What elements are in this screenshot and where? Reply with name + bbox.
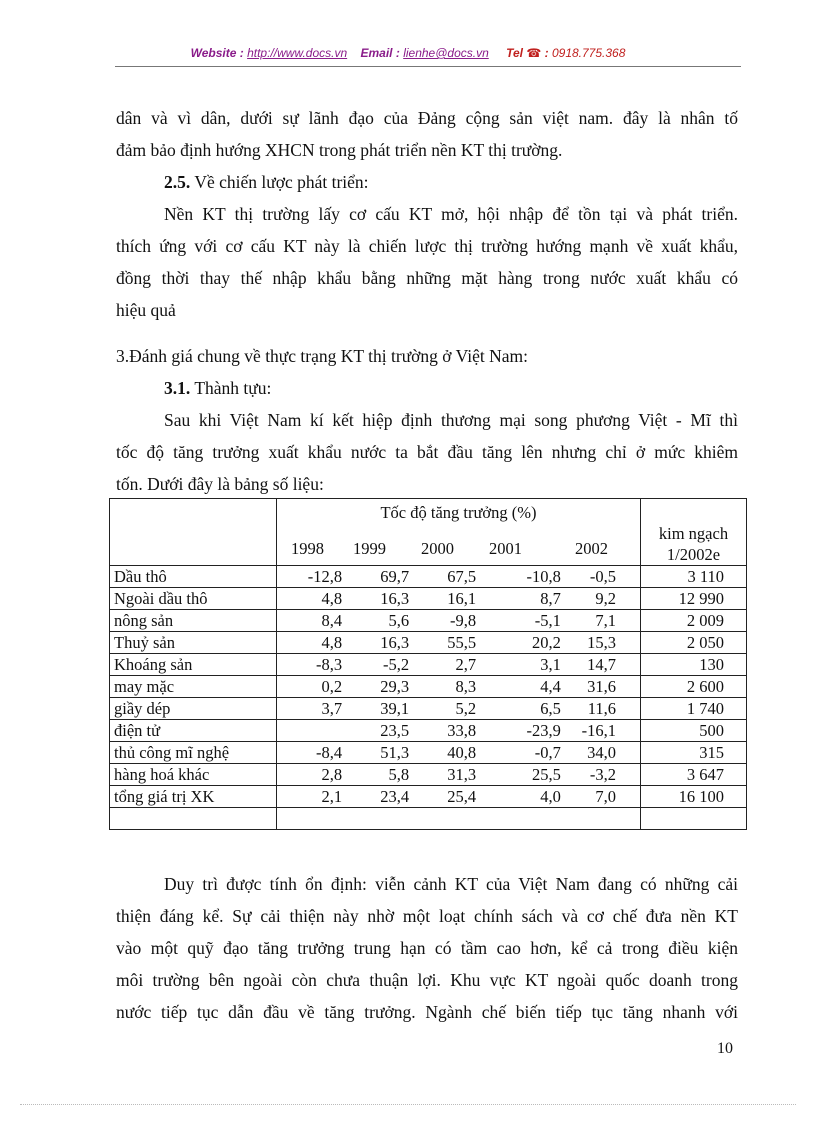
growth-value: 2,7 — [455, 654, 477, 674]
table-row — [110, 742, 747, 764]
year-header: 2000 — [421, 539, 454, 558]
row-label: điện tử — [110, 720, 277, 742]
kim-ngach-value: 1 740 — [641, 698, 747, 720]
growth-value: 4,4 — [540, 676, 561, 696]
kim-ngach-value: 12 990 — [641, 588, 747, 610]
paragraph-line: thích ứng với cơ cấu KT này là chiến lược thị trường hướng mạnh về xuất khẩu, — [116, 236, 738, 256]
section-2-5-heading — [164, 166, 664, 198]
growth-value — [281, 721, 342, 741]
section-title: Về chiến lược phát triển: — [194, 172, 369, 192]
paragraph-line: vào một quỹ đạo tăng trưởng trung hạn có tầm cao hơn, kể cả trong điều kiện — [116, 938, 738, 958]
growth-value: 8,3 — [455, 676, 477, 696]
row-label: giầy dép — [110, 698, 277, 720]
growth-value: 67,5 — [447, 566, 477, 586]
growth-value: -5,2 — [382, 654, 410, 674]
growth-value: 3,1 — [540, 654, 561, 674]
kim-ngach-value: 130 — [641, 654, 747, 676]
email-link[interactable]: lienhe@docs.vn — [403, 46, 489, 60]
growth-value: 69,7 — [380, 566, 410, 586]
growth-values-cell — [277, 720, 641, 742]
growth-value: 5,2 — [455, 698, 477, 718]
growth-value: 25,4 — [447, 786, 477, 806]
paragraph-line: đảm bảo định hướng XHCN trong phát triển nền KT thị trường. — [116, 140, 563, 160]
header-divider — [115, 66, 741, 67]
growth-values-cell — [277, 676, 641, 698]
table-row — [110, 698, 747, 720]
growth-value: 0,2 — [321, 676, 343, 696]
export-growth-table — [109, 498, 746, 830]
growth-value: 8,4 — [321, 610, 343, 630]
growth-value: 55,5 — [447, 632, 477, 652]
growth-value: -3,2 — [589, 764, 616, 784]
growth-value: 2,1 — [321, 786, 343, 806]
growth-value: 3,7 — [321, 698, 343, 718]
table-row — [110, 610, 747, 632]
kim-ngach-value: 3 647 — [641, 764, 747, 786]
growth-value: 40,8 — [447, 742, 477, 762]
growth-value: 8,7 — [540, 588, 561, 608]
growth-values-cell — [277, 698, 641, 720]
growth-values-cell — [277, 742, 641, 764]
growth-value: -8,4 — [315, 742, 343, 762]
growth-value: 4,8 — [321, 632, 343, 652]
growth-value: 2,8 — [321, 764, 343, 784]
empty-cell — [641, 808, 747, 830]
table-row — [110, 654, 747, 676]
growth-value: 16,1 — [447, 588, 477, 608]
year-header: 2002 — [575, 539, 608, 558]
growth-value: 7,1 — [595, 610, 616, 630]
growth-value: 23,5 — [380, 720, 410, 740]
growth-value: 25,5 — [531, 764, 561, 784]
kim-ngach-value: 315 — [641, 742, 747, 764]
paragraph-line: dân và vì dân, dưới sự lãnh đạo của Đảng cộng sản việt nam. đây là nhân tố — [116, 108, 738, 128]
table-row-empty — [110, 808, 747, 830]
table-row — [110, 566, 747, 588]
growth-value: -5,1 — [534, 610, 561, 630]
growth-value: 31,6 — [587, 676, 616, 696]
row-label: hàng hoá khác — [110, 764, 277, 786]
growth-value: 16,3 — [380, 632, 410, 652]
year-header: 1999 — [353, 539, 386, 558]
kim-ngach-value: 3 110 — [641, 566, 747, 588]
empty-cell — [110, 808, 277, 830]
kim-ngach-value: 2 600 — [641, 676, 747, 698]
growth-values-cell — [277, 654, 641, 676]
kim-ngach-value: 16 100 — [641, 786, 747, 808]
section-title: Thành tựu: — [194, 378, 272, 398]
growth-value: 39,1 — [380, 698, 410, 718]
paragraph-line: tốc độ tăng trưởng xuất khẩu nước ta bắt đầu tăng lên nhưng chỉ ở mức khiêm — [116, 442, 738, 462]
section-number: 3.1. — [164, 378, 191, 398]
growth-value: 14,7 — [587, 654, 616, 674]
table-row — [110, 632, 747, 654]
tel-label: Tel ☎ : — [506, 46, 549, 60]
empty-cell — [277, 808, 641, 830]
growth-value: -16,1 — [581, 720, 616, 740]
growth-value: 5,6 — [388, 610, 410, 630]
row-label: nông sản — [110, 610, 277, 632]
growth-value: -0,7 — [534, 742, 561, 762]
row-label: thủ công mĩ nghệ — [110, 742, 277, 764]
growth-value: 51,3 — [380, 742, 410, 762]
growth-value: 34,0 — [587, 742, 616, 762]
growth-value: 4,0 — [540, 786, 561, 806]
footer-divider — [20, 1104, 796, 1105]
growth-value: 31,3 — [447, 764, 477, 784]
growth-header: Tốc độ tăng trưởng (%) — [380, 503, 537, 522]
growth-value: 23,4 — [380, 786, 410, 806]
kim-ngach-header — [641, 499, 747, 566]
growth-value: 29,3 — [380, 676, 410, 696]
table-row — [110, 588, 747, 610]
table-row — [110, 786, 747, 808]
growth-value: 9,2 — [595, 588, 616, 608]
growth-values-cell — [277, 588, 641, 610]
website-link[interactable]: http://www.docs.vn — [247, 46, 348, 60]
table-row — [110, 676, 747, 698]
year-header-row — [277, 539, 640, 559]
table-body — [110, 566, 747, 830]
growth-values-cell — [277, 786, 641, 808]
paragraph-line: hiệu quả — [116, 300, 176, 320]
row-label: tổng giá trị XK — [110, 786, 277, 808]
row-label: Thuỷ sản — [110, 632, 277, 654]
growth-values-cell — [277, 566, 641, 588]
growth-value: 15,3 — [587, 632, 616, 652]
growth-value: 6,5 — [540, 698, 561, 718]
page-header — [0, 46, 816, 60]
growth-value: 5,8 — [388, 764, 410, 784]
paragraph-line: nước tiếp tục dẫn đầu về tăng trưởng. Ngành chế biến tiếp tục tăng nhanh với — [116, 1002, 738, 1022]
growth-values-cell — [277, 764, 641, 786]
year-header: 2001 — [489, 539, 522, 558]
paragraph-line: Nền KT thị trường lấy cơ cấu KT mở, hội nhập để tồn tại và phát triển. — [164, 204, 738, 224]
section-number: 2.5. — [164, 172, 191, 192]
paragraph-line: Sau khi Việt Nam kí kết hiệp định thương mại song phương Việt - Mĩ thì — [164, 410, 738, 430]
growth-value: 16,3 — [380, 588, 410, 608]
growth-value: -9,8 — [449, 610, 477, 630]
tel-number: 0918.775.368 — [551, 46, 626, 60]
growth-value: 4,8 — [321, 588, 343, 608]
section-3-1-heading — [164, 372, 564, 404]
table-row — [110, 764, 747, 786]
row-label: may mặc — [110, 676, 277, 698]
row-label: Dầu thô — [110, 566, 277, 588]
paragraph-line: Duy trì được tính ổn định: viễn cảnh KT của Việt Nam đang có những cải — [164, 874, 738, 894]
website-label: Website : — [190, 46, 244, 60]
growth-value: -23,9 — [526, 720, 561, 740]
kim-header-line: 1/2002e — [666, 545, 721, 564]
growth-values-cell — [277, 632, 641, 654]
growth-header-cell — [277, 499, 641, 566]
kim-ngach-value: 500 — [641, 720, 747, 742]
growth-value: 7,0 — [595, 786, 616, 806]
table-row — [110, 720, 747, 742]
table-corner-cell — [110, 499, 277, 566]
growth-value: -12,8 — [307, 566, 343, 586]
growth-values-cell — [277, 610, 641, 632]
row-label: Ngoài dầu thô — [110, 588, 277, 610]
growth-value: 20,2 — [531, 632, 561, 652]
page-number: 10 — [717, 1040, 733, 1057]
kim-ngach-value: 2 009 — [641, 610, 747, 632]
paragraph-line: môi trường bên ngoài còn chưa thuận lợi. Khu vực KT ngoài quốc doanh trong — [116, 970, 738, 990]
email-label: Email : — [360, 46, 400, 60]
paragraph-line: đồng thời thay thế nhập khẩu bằng những mặt hàng trong nước xuất khẩu có — [116, 268, 738, 288]
year-header: 1998 — [291, 539, 324, 558]
paragraph-line: tốn. Dưới đây là bảng số liệu: — [116, 474, 324, 494]
growth-value: -10,8 — [526, 566, 561, 586]
growth-value: 33,8 — [447, 720, 477, 740]
paragraph-line: thiện đáng kể. Sự cải thiện này nhờ một loạt chính sách và cơ chế đưa nền KT — [116, 906, 738, 926]
kim-ngach-value: 2 050 — [641, 632, 747, 654]
growth-value: -0,5 — [589, 566, 616, 586]
section-3-heading: 3.Đánh giá chung về thực trạng KT thị trường ở Việt Nam: — [116, 346, 528, 366]
growth-value: 11,6 — [587, 698, 616, 718]
row-label: Khoáng sản — [110, 654, 277, 676]
growth-value: -8,3 — [315, 654, 343, 674]
kim-header-line: kim ngạch — [658, 524, 729, 543]
